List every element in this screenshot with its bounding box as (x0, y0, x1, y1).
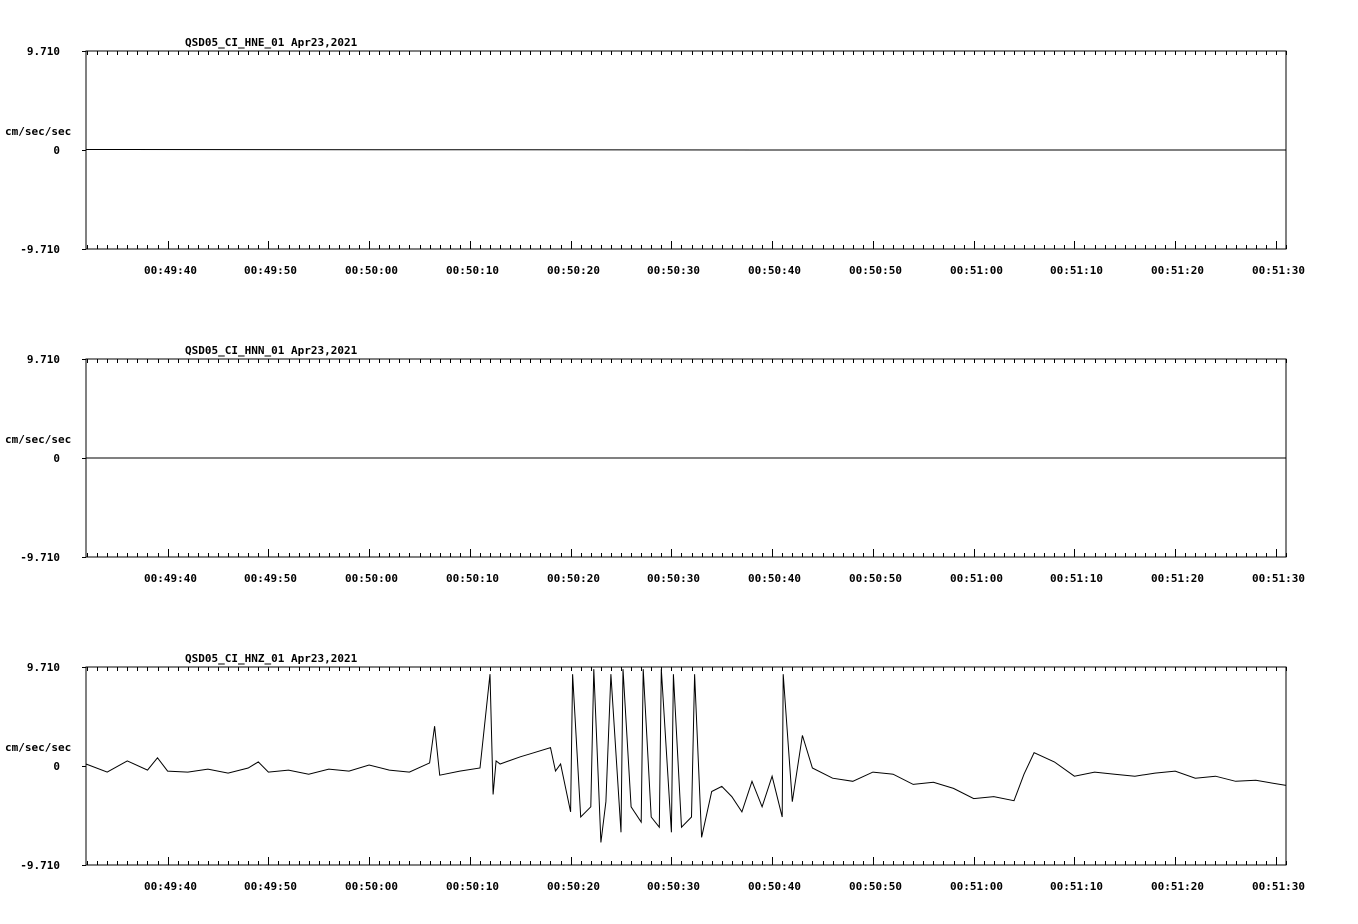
panel-1-y-tick-label: -9.710 (20, 243, 60, 256)
panel-2-x-tick-label: 00:49:50 (244, 572, 297, 585)
panel-3-x-tick-label: 00:51:20 (1151, 880, 1204, 893)
panel-1-x-tick-label: 00:50:00 (345, 264, 398, 277)
panel-3-y-tick-label: 9.710 (26, 661, 60, 674)
panel-1-x-tick-label: 00:49:50 (244, 264, 297, 277)
panel-2-y-tick-label: 0 (53, 452, 60, 465)
panel-3-x-tick-label: 00:49:50 (244, 880, 297, 893)
panel-2-x-tick-label: 00:51:10 (1050, 572, 1103, 585)
panel-2-x-tick-label: 00:51:00 (950, 572, 1003, 585)
panel-1-x-tick-label: 00:50:10 (446, 264, 499, 277)
panel-3-x-tick-label: 00:50:30 (647, 880, 700, 893)
panel-1-x-tick-label: 00:49:40 (144, 264, 197, 277)
panel-1-x-tick-label: 00:50:20 (547, 264, 600, 277)
panel-3-plot-frame (86, 667, 1286, 865)
panel-2-x-tick-label: 00:50:00 (345, 572, 398, 585)
panel-3-x-tick-label: 00:51:30 (1252, 880, 1305, 893)
panel-3-y-tick-label: 0 (53, 760, 60, 773)
panel-1-y-tick-label: 0 (53, 144, 60, 157)
panel-3-x-tick-label: 00:49:40 (144, 880, 197, 893)
panel-1-x-tick-label: 00:50:40 (748, 264, 801, 277)
panel-3-x-tick-label: 00:50:00 (345, 880, 398, 893)
panel-3-x-tick-label: 00:51:00 (950, 880, 1003, 893)
panel-3-x-tick-label: 00:50:40 (748, 880, 801, 893)
panel-1-series-1-line (86, 150, 1286, 151)
panel-3-title: QSD05_CI_HNZ_01 Apr23,2021 (185, 652, 358, 665)
panel-1-title: QSD05_CI_HNE_01 Apr23,2021 (185, 36, 358, 49)
panel-2-x-tick-label: 00:50:30 (647, 572, 700, 585)
panel-1-x-tick-label: 00:50:30 (647, 264, 700, 277)
panel-1-y-tick-label: 9.710 (26, 45, 60, 58)
panel-2-x-tick-label: 00:49:40 (144, 572, 197, 585)
panel-2-y-axis-label: cm/sec/sec (5, 433, 72, 446)
panel-3-y-tick-label: -9.710 (20, 859, 60, 872)
panel-3-x-tick-label: 00:50:20 (547, 880, 600, 893)
panel-3-series-1-line (86, 669, 1286, 842)
panel-2-x-tick-label: 00:50:50 (849, 572, 902, 585)
panel-1-x-tick-label: 00:51:10 (1050, 264, 1103, 277)
panel-1-x-tick-label: 00:51:00 (950, 264, 1003, 277)
panel-2-title: QSD05_CI_HNN_01 Apr23,2021 (185, 344, 358, 357)
panel-2-x-tick-label: 00:51:30 (1252, 572, 1305, 585)
panel-2-x-tick-label: 00:50:10 (446, 572, 499, 585)
panel-3-y-axis-label: cm/sec/sec (5, 741, 72, 754)
panel-3-x-tick-label: 00:50:10 (446, 880, 499, 893)
panel-1-x-tick-label: 00:51:20 (1151, 264, 1204, 277)
panel-3-x-tick-label: 00:51:10 (1050, 880, 1103, 893)
panel-3-x-tick-label: 00:50:50 (849, 880, 902, 893)
panel-2-y-tick-label: 9.710 (26, 353, 60, 366)
panel-2-x-tick-label: 00:51:20 (1151, 572, 1204, 585)
panel-1-y-axis-label: cm/sec/sec (5, 125, 72, 138)
panel-1-x-tick-label: 00:51:30 (1252, 264, 1305, 277)
panel-2-y-tick-label: -9.710 (20, 551, 60, 564)
panel-2-x-tick-label: 00:50:20 (547, 572, 600, 585)
panel-1-x-tick-label: 00:50:50 (849, 264, 902, 277)
panel-2-x-tick-label: 00:50:40 (748, 572, 801, 585)
